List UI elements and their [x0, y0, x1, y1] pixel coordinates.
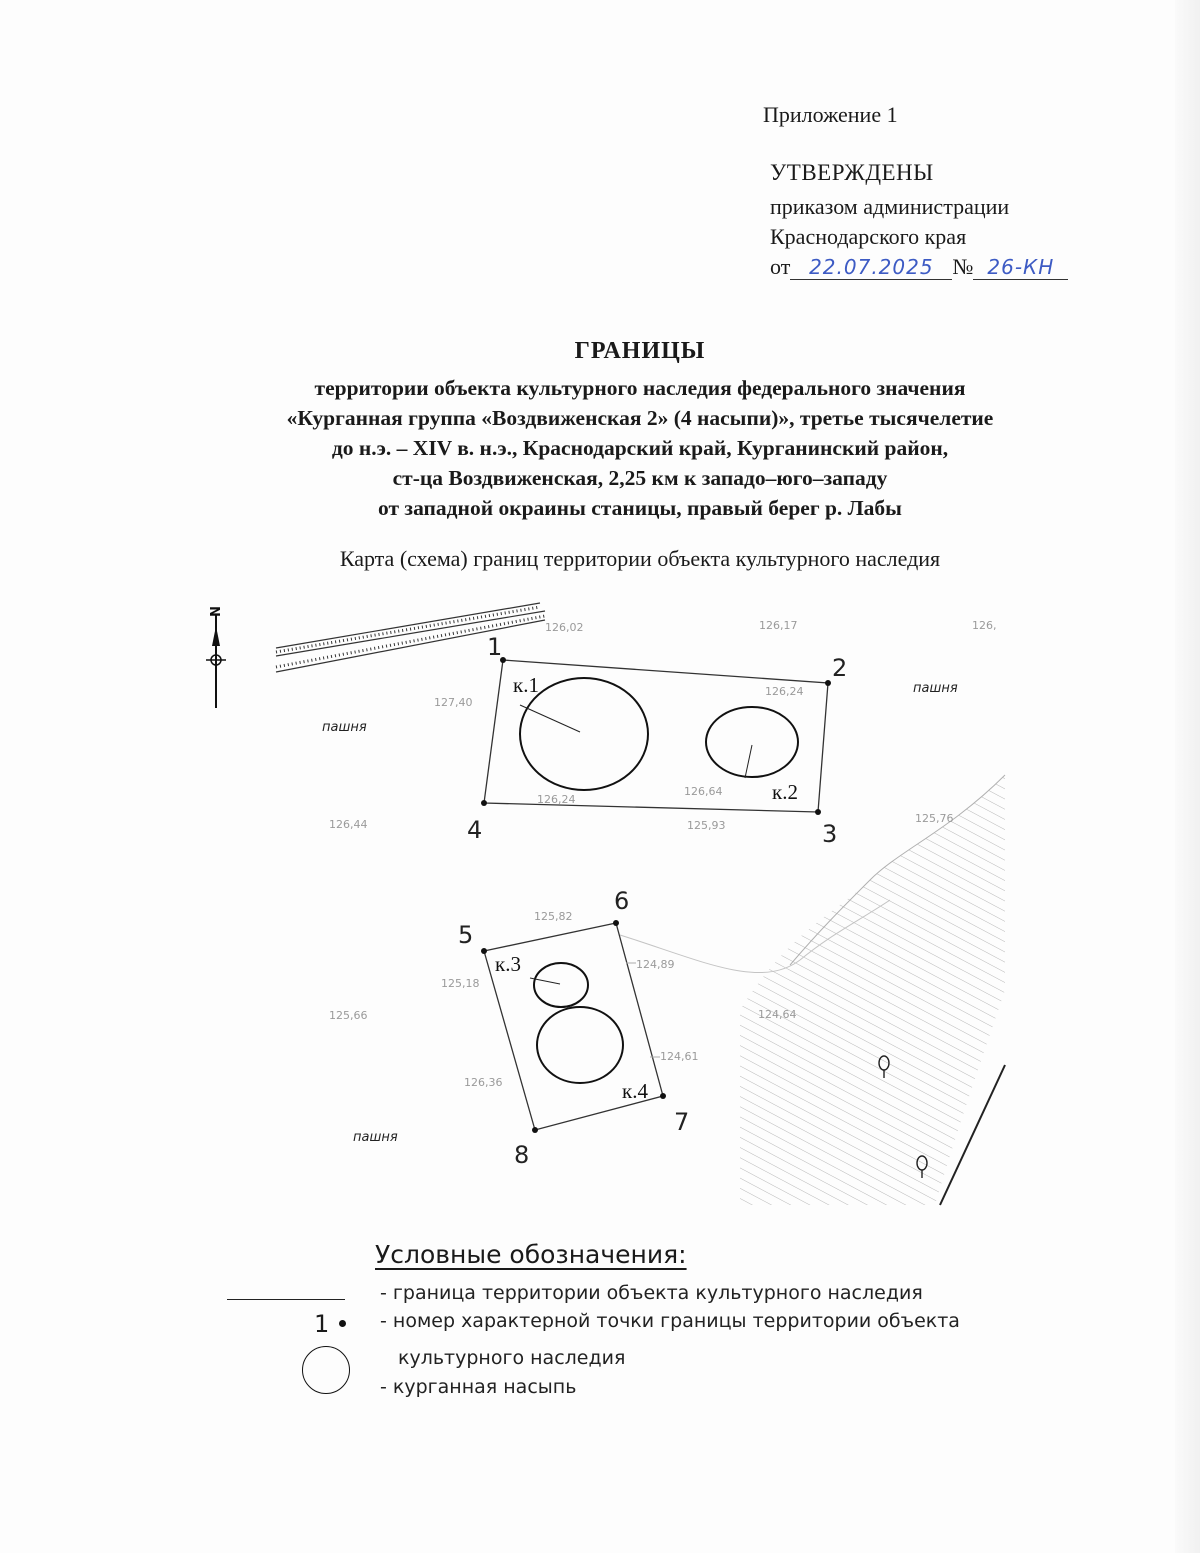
mound-k2-pointer	[745, 745, 752, 778]
point-label-5: 5	[458, 921, 474, 949]
elevation-mark: 126,17	[759, 619, 798, 632]
order-number-handwritten: 26-КН	[973, 255, 1068, 280]
legend-point-number: 1	[314, 1310, 330, 1338]
forest-hatched-area	[740, 775, 1005, 1205]
mound-label-k3: к.3	[495, 952, 521, 976]
order-line-1: приказом администрации	[770, 194, 1010, 219]
field-label-south: пашня	[353, 1130, 398, 1145]
elevation-mark: 126,24	[765, 685, 804, 698]
legend-point-text-1: - номер характерной точки границы территории объекта	[380, 1310, 960, 1332]
title-line-5: от западной окраины станицы, правый берег р. Лабы	[378, 496, 902, 520]
elevation-mark: 126,64	[684, 785, 723, 798]
mound-k4	[537, 1007, 623, 1083]
point-label-6: 6	[614, 887, 630, 915]
legend-point-dot-icon	[339, 1320, 346, 1327]
north-label: N	[206, 606, 221, 617]
mound-k3	[534, 963, 588, 1007]
elevation-mark: 126,	[972, 619, 997, 632]
elevation-mark: 124,64	[758, 1008, 797, 1021]
mound-label-k1: к.1	[513, 673, 539, 697]
elevation-mark: 125,18	[441, 977, 480, 990]
elevation-mark: 126,02	[545, 621, 584, 634]
title-line-2: «Курганная группа «Воздвиженская 2» (4 насыпи)», третье тысячелетие	[286, 406, 994, 430]
legend-mound-circle-icon	[302, 1346, 350, 1394]
elevation-mark: 125,93	[687, 819, 726, 832]
title-main: ГРАНИЦЫ	[574, 338, 706, 364]
boundary-point	[532, 1127, 538, 1133]
point-label-7: 7	[674, 1108, 690, 1136]
legend-title: Условные обозначения:	[375, 1240, 687, 1269]
mound-label-k4: к.4	[622, 1079, 648, 1103]
mound-label-k2: к.2	[772, 780, 798, 804]
point-label-1: 1	[487, 633, 503, 661]
boundary-point	[481, 800, 487, 806]
elevation-mark: 124,61	[660, 1050, 699, 1063]
boundary-point	[660, 1093, 666, 1099]
order-date-line	[770, 254, 1068, 280]
title-block	[150, 338, 1130, 523]
mound-k1	[520, 678, 648, 790]
legend-point-text-2: культурного наследия	[398, 1347, 626, 1369]
scan-edge-shade	[1175, 0, 1200, 1553]
elevation-mark: 127,40	[434, 696, 473, 709]
number-prefix: №	[952, 254, 974, 279]
point-label-2: 2	[832, 654, 848, 682]
legend-boundary-symbol	[227, 1299, 345, 1300]
elevation-mark: 125,82	[534, 910, 573, 923]
boundary-point	[481, 948, 487, 954]
map-caption: Карта (схема) границ территории объекта культурного наследия	[339, 546, 941, 571]
title-line-1: территории объекта культурного наследия федерального значения	[314, 376, 966, 400]
boundary-point	[815, 809, 821, 815]
boundary-point	[825, 680, 831, 686]
elevation-mark: 125,66	[329, 1009, 368, 1022]
legend-boundary-text: - граница территории объекта культурного наследия	[380, 1282, 923, 1304]
title-line-3: до н.э. – XIV в. н.э., Краснодарский край, Курганинский район,	[331, 436, 949, 460]
legend-mound-text: - курганная насыпь	[380, 1376, 577, 1398]
point-label-3: 3	[822, 820, 838, 848]
point-label-4: 4	[467, 816, 483, 844]
elevation-mark: 125,76	[915, 812, 954, 825]
field-label-east: пашня	[913, 681, 958, 696]
mound-k1-pointer	[520, 705, 580, 732]
elevation-mark: 126,24	[537, 793, 576, 806]
date-prefix: от	[770, 254, 791, 279]
boundary-map	[190, 590, 1020, 1210]
boundary-point	[613, 920, 619, 926]
point-label-8: 8	[514, 1141, 530, 1169]
field-label-west: пашня	[322, 720, 367, 735]
elevation-mark: 126,44	[329, 818, 368, 831]
north-arrow-icon	[206, 606, 226, 708]
elevation-mark: 126,36	[464, 1076, 503, 1089]
order-line-2: Краснодарского края	[770, 224, 967, 249]
title-line-4: ст-ца Воздвиженская, 2,25 км к западо–юго–западу	[392, 466, 888, 490]
elevation-mark: 124,89	[636, 958, 675, 971]
order-date-handwritten: 22.07.2025	[790, 255, 952, 280]
appendix-label: Приложение 1	[763, 102, 898, 127]
mound-k2	[706, 707, 798, 777]
approved-label: УТВЕРЖДЕНЫ	[770, 160, 934, 185]
